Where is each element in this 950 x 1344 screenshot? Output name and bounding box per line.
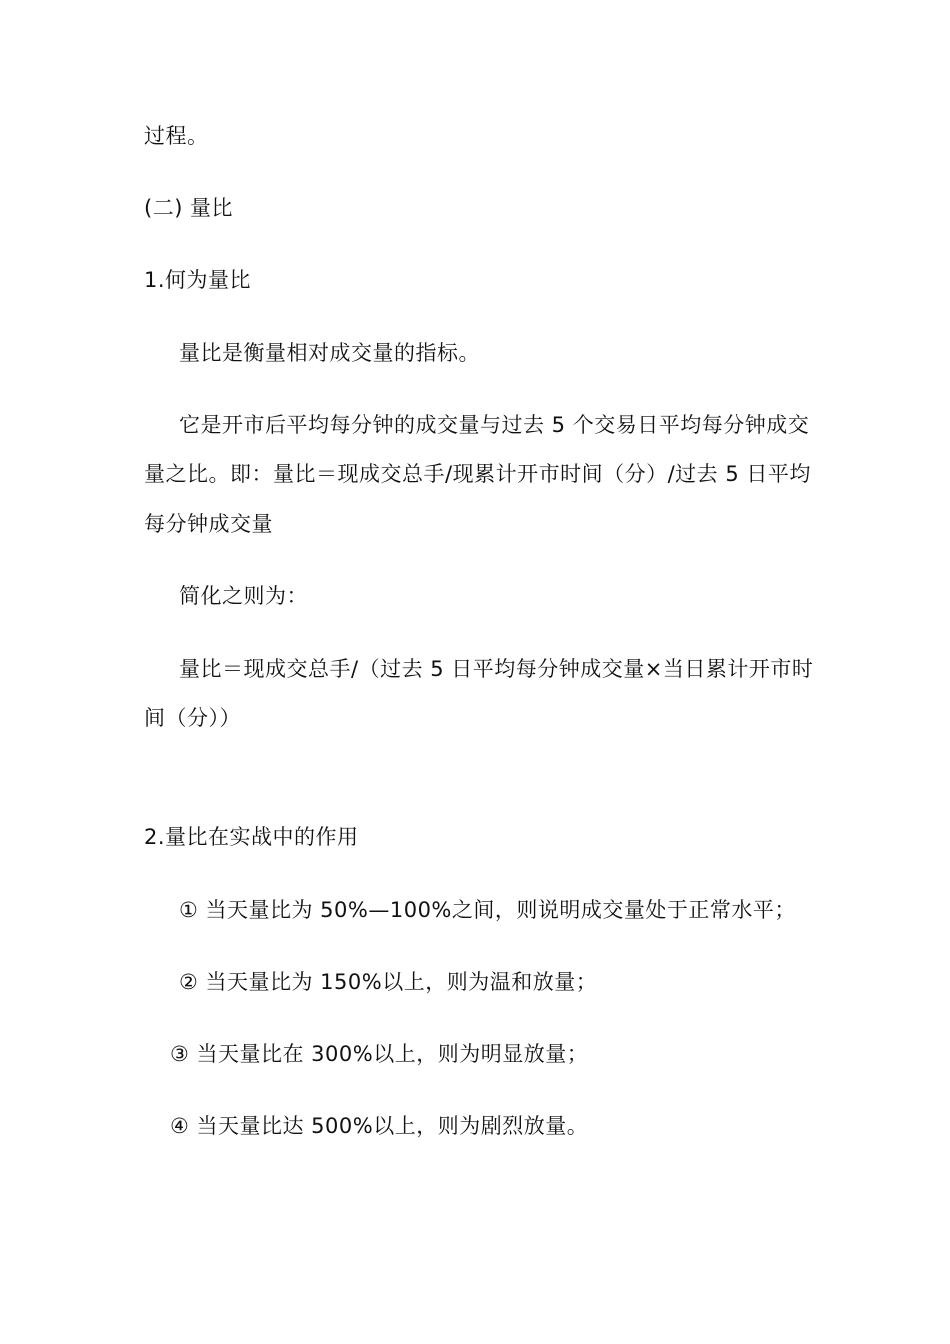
subsection-heading-1: 1.何为量比	[144, 268, 252, 292]
list-item-4: ④ 当天量比达 500%以上，则为剧烈放量。	[170, 1114, 589, 1138]
list-item-3: ③ 当天量比在 300%以上，则为明显放量；	[170, 1042, 589, 1066]
formula-line-1: 量比＝现成交总手/（过去 5 日平均每分钟成交量×当日累计开市时	[179, 657, 814, 681]
paragraph-definition: 量比是衡量相对成交量的指标。	[179, 341, 480, 365]
paragraph-explanation-line-2: 量之比。即：量比＝现成交总手/现累计开市时间（分）/过去 5 日平均	[144, 462, 811, 486]
section-heading: (二) 量比	[144, 196, 234, 220]
subsection-heading-2: 2.量比在实战中的作用	[144, 825, 359, 849]
list-item-1: ① 当天量比为 50%—100%之间，则说明成交量处于正常水平；	[179, 898, 796, 922]
list-item-2: ② 当天量比为 150%以上，则为温和放量；	[179, 970, 598, 994]
text-line-continuation: 过程。	[144, 124, 209, 148]
paragraph-explanation-line-1: 它是开市后平均每分钟的成交量与过去 5 个交易日平均每分钟成交	[179, 413, 810, 437]
paragraph-simplified-label: 简化之则为：	[179, 584, 308, 608]
paragraph-explanation-line-3: 每分钟成交量	[144, 512, 273, 536]
formula-line-2: 间（分））	[144, 706, 241, 730]
